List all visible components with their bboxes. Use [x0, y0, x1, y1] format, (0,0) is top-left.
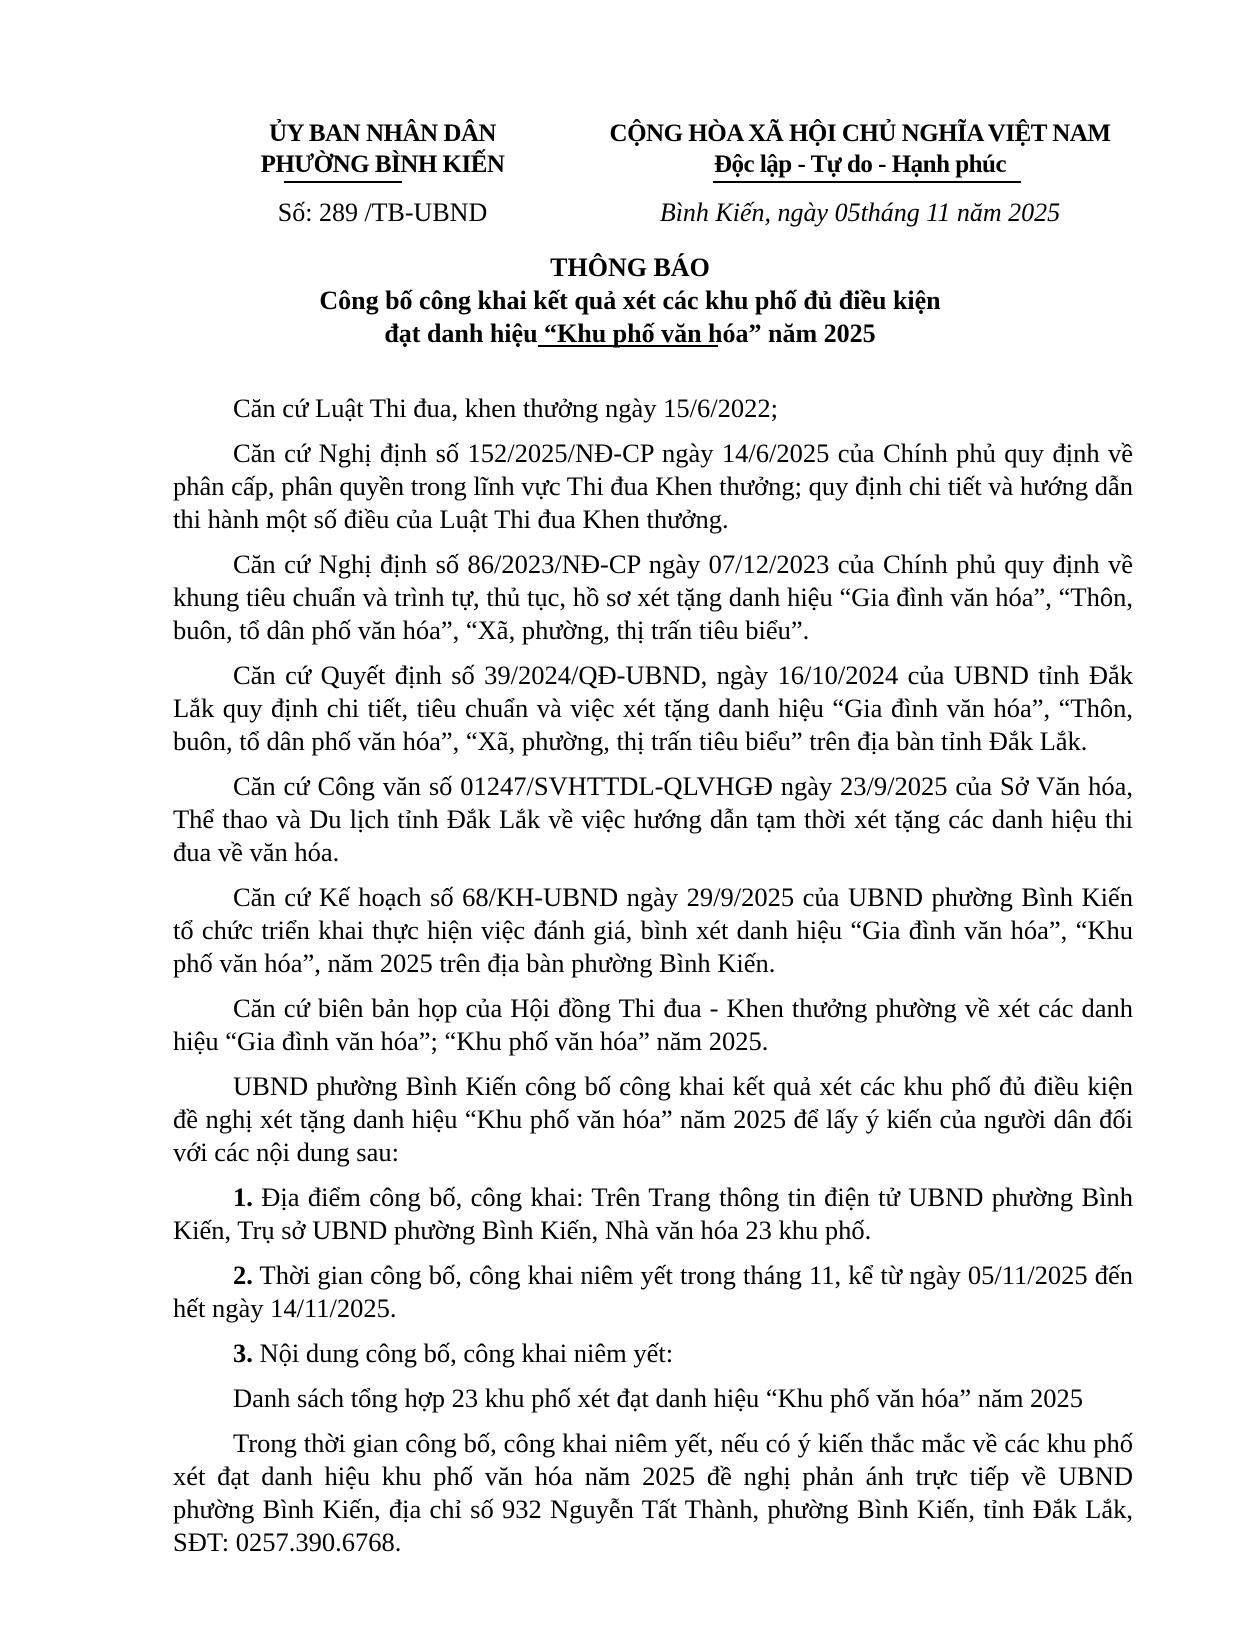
list-item-3-number: 3. — [233, 1338, 253, 1368]
paragraph-legal-basis-3: Căn cứ Nghị định số 86/2023/NĐ-CP ngày 07/12/2023 của Chính phủ quy định về khung tiêu chuẩn và trình tự, thủ tục, hồ sơ xét tặng danh hiệu “Gia đình văn hóa”, “Thôn, buôn, tổ dân phố văn hóa”, “Xã, phường, thị trấn tiêu biểu”. — [173, 549, 1133, 645]
list-item-2 — [173, 1259, 1133, 1325]
list-item-2-number: 2. — [233, 1260, 253, 1290]
document-number: Số: 289 /TB-UBND — [277, 198, 488, 227]
agency-line-2: PHƯỜNG BÌNH KIẾN — [260, 151, 505, 178]
document-body — [173, 392, 1133, 1571]
paragraph-legal-basis-5: Căn cứ Công văn số 01247/SVHTTDL-QLVHGĐ ngày 23/9/2025 của Sở Văn hóa, Thể thao và Du lịch tỉnh Đắk Lắk về việc hướng dẫn tạm thời xét tặng các danh hiệu thi đua về văn hóa. — [173, 771, 1133, 867]
paragraph-contact: Trong thời gian công bố, công khai niêm yết, nếu có ý kiến thắc mắc về các khu phố xét đạt danh hiệu khu phố văn hóa năm 2025 đề nghị phản ánh trực tiếp về UBND phường Bình Kiến, địa chỉ số 932 Nguyễn Tất Thành, phường Bình Kiến, tỉnh Đắk Lắk, SĐT: 0257.390.6768. — [173, 1428, 1133, 1557]
list-item-2-text: Thời gian công bố, công khai niêm yết trong tháng 11, kể từ ngày 05/11/2025 đến hết ngày 14/11/2025. — [173, 1260, 1133, 1323]
title-subtitle-2: đạt danh hiệu “Khu phố văn hóa” năm 2025 — [384, 319, 876, 348]
paragraph-legal-basis-4: Căn cứ Quyết định số 39/2024/QĐ-UBND, ngày 16/10/2024 của UBND tỉnh Đắk Lắk quy định chi tiết, tiêu chuẩn và việc xét tặng danh hiệu “Gia đình văn hóa”, “Thôn, buôn, tổ dân phố văn hóa”, “Xã, phường, thị trấn tiêu biểu” trên địa bàn tỉnh Đắk Lắk. — [173, 660, 1133, 756]
paragraph-list-summary: Danh sách tổng hợp 23 khu phố xét đạt danh hiệu “Khu phố văn hóa” năm 2025 — [233, 1383, 1084, 1413]
paragraph-legal-basis-2: Căn cứ Nghị định số 152/2025/NĐ-CP ngày 14/6/2025 của Chính phủ quy định về phân cấp, phân quyền trong lĩnh vực Thi đua Khen thưởng; quy định chi tiết và hướng dẫn thi hành một số điều của Luật Thi đua Khen thưởng. — [173, 438, 1133, 534]
document-title — [170, 251, 1090, 350]
paragraph-announcement: UBND phường Bình Kiến công bố công khai kết quả xét các khu phố đủ điều kiện đề nghị xét tặng danh hiệu “Khu phố văn hóa” năm 2025 để lấy ý kiến của người dân đối với các nội dung sau: — [173, 1071, 1133, 1167]
list-item-3-text: Nội dung công bố, công khai niêm yết: — [252, 1338, 674, 1368]
title-main: THÔNG BÁO — [550, 253, 710, 282]
paragraph-legal-basis-7: Căn cứ biên bản họp của Hội đồng Thi đua - Khen thưởng phường về xét các danh hiệu “Gia đình văn hóa”; “Khu phố văn hóa” năm 2025. — [173, 993, 1133, 1056]
title-underline — [538, 345, 718, 347]
national-header — [580, 118, 1140, 229]
list-item-1-text: Địa điểm công bố, công khai: Trên Trang thông tin điện tử UBND phường Bình Kiến, Trụ sở UBND phường Bình Kiến, Nhà văn hóa 23 khu phố. — [173, 1182, 1133, 1245]
place-date: Bình Kiến, ngày 05tháng 11 năm 2025 — [659, 198, 1061, 227]
agency-line-1: ỦY BAN NHÂN DÂN — [269, 120, 496, 147]
list-item-1-number: 1. — [233, 1182, 253, 1212]
agency-underline — [284, 181, 402, 183]
nation-line-1: CỘNG HÒA XÃ HỘI CHỦ NGHĨA VIỆT NAM — [609, 120, 1111, 147]
paragraph-legal-basis-1: Căn cứ Luật Thi đua, khen thưởng ngày 15/6/2022; — [233, 393, 778, 423]
motto-underline — [713, 181, 1021, 183]
list-item-3 — [173, 1337, 1133, 1370]
nation-motto: Độc lập - Tự do - Hạnh phúc — [713, 151, 1007, 178]
paragraph-legal-basis-6: Căn cứ Kế hoạch số 68/KH-UBND ngày 29/9/2025 của UBND phường Bình Kiến tổ chức triển khai thực hiện việc đánh giá, bình xét danh hiệu “Gia đình văn hóa”, “Khu phố văn hóa”, năm 2025 trên địa bàn phường Bình Kiến. — [173, 882, 1133, 978]
title-subtitle-1: Công bố công khai kết quả xét các khu phố đủ điều kiện — [319, 286, 941, 315]
agency-header — [205, 118, 560, 229]
list-item-1 — [173, 1181, 1133, 1247]
